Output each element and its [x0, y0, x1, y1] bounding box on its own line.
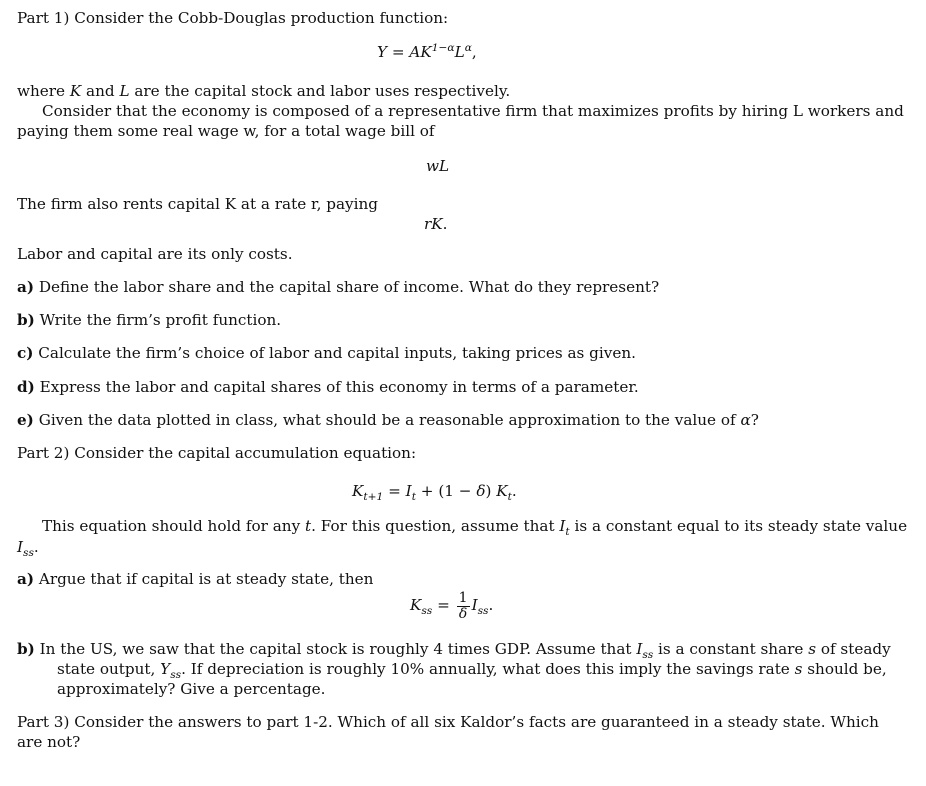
- part1-question-b: b) Write the firm’s profit function.: [17, 311, 282, 329]
- costs-text: Labor and capital are its only costs.: [17, 245, 293, 263]
- part2-question-a: a) Argue that if capital is at steady state, then: [17, 570, 374, 588]
- steady-state-capital-equation: $K_{ss}$ = $\frac{1}{\delta}$ $I_{ss}$.: [410, 589, 494, 622]
- firm-paragraph-line1: Consider that the economy is composed of a representative firm that maximizes profits by hiring L workers and: [42, 102, 904, 120]
- rent-text: The firm also rents capital K at a rate r, paying: [17, 195, 378, 213]
- part1-question-c: c) Calculate the firm’s choice of labor and capital inputs, taking prices as given.: [17, 344, 636, 362]
- part2-hold-line2: $I_{ss}$.: [17, 538, 39, 560]
- part2-question-b-line3: approximately? Give a percentage.: [57, 680, 326, 698]
- capital-accumulation-equation: $K_{t+1} = I_t + (1 - \delta)$ $K_t$.: [352, 482, 517, 504]
- part3-line1: Part 3) Consider the answers to part 1-2. Which of all six Kaldor’s facts are guaranteed in a steady state. Which: [17, 713, 879, 731]
- rental-equation: rK.: [424, 215, 448, 233]
- part1-intro: Part 1) Consider the Cobb-Douglas production function:: [17, 9, 449, 27]
- firm-paragraph-line2: paying them some real wage w, for a total wage bill of: [17, 122, 435, 140]
- cobb-douglas-equation: $Y = AK^{1-\alpha}L^\alpha$,: [377, 40, 477, 61]
- part2-question-b-line2: state output, $Y_{ss}$. If depreciation is roughly 10% annually, what does this imply the savings rate s should be,: [57, 660, 887, 682]
- part1-question-e: e) Given the data plotted in class, what should be a reasonable approximation to the value of α?: [17, 411, 759, 429]
- part1-question-a: a) Define the labor share and the capital share of income. What do they represent?: [17, 278, 660, 296]
- part2-intro: Part 2) Consider the capital accumulation equation:: [17, 444, 417, 462]
- where-line: where K and L are the capital stock and labor uses respectively.: [17, 82, 511, 100]
- part2-hold-line1: This equation should hold for any t. For this question, assume that $I_t$ is a constant equal to its steady state value: [42, 517, 908, 539]
- part2-question-b-line1: b) In the US, we saw that the capital stock is roughly 4 times GDP. Assume that $I_{ss}$ is a constant share s of steady: [17, 640, 891, 662]
- wage-bill-equation: wL: [426, 157, 450, 175]
- part1-question-d: d) Express the labor and capital shares of this economy in terms of a parameter.: [17, 378, 639, 396]
- part3-line2: are not?: [17, 733, 81, 751]
